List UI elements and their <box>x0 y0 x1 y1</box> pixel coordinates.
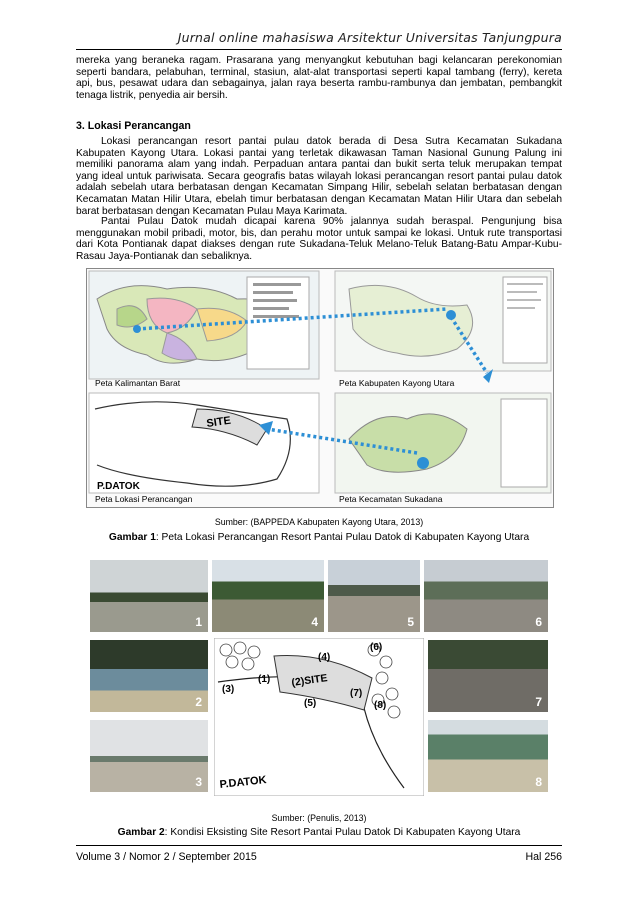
site-label: SITE <box>205 414 232 430</box>
site-label-1: (1) <box>258 674 271 685</box>
photo-3: 3 <box>90 720 208 792</box>
photo-1: 1 <box>90 560 208 632</box>
photo-4: 4 <box>212 560 324 632</box>
footer-rule <box>76 845 562 846</box>
marker-kayong <box>446 310 456 320</box>
journal-header: Jurnal online mahasiswa Arsitektur Universitas Tanjungpura <box>177 30 562 45</box>
section-title: 3. Lokasi Perancangan <box>76 120 191 132</box>
site-label-4: (4) <box>318 652 331 663</box>
photo-8: 8 <box>428 720 548 792</box>
kalbar-legend <box>247 277 309 369</box>
figure-2-site-sketch <box>214 638 424 796</box>
marker-sukadana <box>417 457 429 469</box>
photo-2: 2 <box>90 640 208 712</box>
label-kalbar: Peta Kalimantan Barat <box>95 378 181 388</box>
footer-page: Hal 256 <box>525 851 562 863</box>
figure-1-source: Sumber: (BAPPEDA Kabupaten Kayong Utara, 2013) <box>214 517 424 527</box>
label-sukadana: Peta Kecamatan Sukadana <box>339 494 443 504</box>
photo-6: 6 <box>424 560 548 632</box>
label-kayong: Peta Kabupaten Kayong Utara <box>339 378 455 388</box>
kayong-legend <box>503 277 547 363</box>
figure-2-source: Sumber: (Penulis, 2013) <box>271 813 367 823</box>
paragraph-intro: mereka yang beraneka ragam. Prasarana yang menyangkut kebutuhan bagi kelancaran perekonomian seperti bandara, pelabuhan, terminal, stasiun, alat-alat transportasi seperti kapal tambang (ferry), kereta api, bus, pesawat udara dan sebagainya, jalan raya beserta rambu-rambunya dan jembatan, pembangkit tenaga listrik, penyedia air bersih. <box>76 55 562 101</box>
marker-kalbar <box>133 325 141 333</box>
figure-1-maps <box>86 268 554 508</box>
figure-1-caption: Gambar 1: Peta Lokasi Perancangan Resort Pantai Pulau Datok di Kabupaten Kayong Utara <box>108 532 530 543</box>
site-label-6: (6) <box>370 642 383 653</box>
site-sketch-frame <box>89 393 319 493</box>
photo-5: 5 <box>328 560 420 632</box>
paragraph-location: Lokasi perancangan resort pantai pulau datok berada di Desa Sutra Kecamatan Sukadana Kabupaten Kayong Utara. Lokasi pantai yang terletak dikawasan Taman Nasional Gunung Palung ini memiliki panorama alam yang indah. Perpaduan antara pantai dan bukit serta teluk merupakan tempat yang ideal untuk pariwisata. Secara geografis batas wilayah lokasi perancangan resort pantai pulau datok adalah sebelah utara berbatasan dengan Kecamatan Simpang Hilir, sebelah selatan berbatasan dengan Kecamatan Matan Hilir Utara, ebelah timur berbatasan dengan Kecamatan Matan Hilir Utara dan sebelah barat berbatasan dengan Kecamatan Pulau Maya Karimata. <box>76 136 562 217</box>
header-rule <box>76 49 562 50</box>
label-lokasi: Peta Lokasi Perancangan <box>95 494 193 504</box>
site-label-7: (7) <box>350 688 363 699</box>
site-2-datok-label: P.DATOK <box>219 774 268 791</box>
photo-7: 7 <box>428 640 548 712</box>
sukadana-legend <box>501 399 547 487</box>
footer-volume: Volume 3 / Nomor 2 / September 2015 <box>76 851 257 863</box>
site-label-2: (2)SITE <box>290 672 329 689</box>
site-label-8: (8) <box>374 700 387 711</box>
site-label-5: (5) <box>304 698 317 709</box>
figure-1-graphic <box>87 269 553 507</box>
paragraph-access: Pantai Pulau Datok mudah dicapai karena 90% jalannya sudah beraspal. Pengunjung bisa menggunakan mobil pribadi, motor, bis, dan perahu motor untuk sampai ke lokasi. Untuk rute transportasi dari Kota Pontianak dapat diakses dengan rute Sukadana-Teluk Melano-Teluk Batang-Batu Ampar-Kubu-Rasau Jaya-Pontianak dan sebaliknya. <box>76 216 562 262</box>
figure-2-site-photos <box>86 556 552 802</box>
figure-2-caption: Gambar 2: Kondisi Eksisting Site Resort Pantai Pulau Datok Di Kabupaten Kayong Utara <box>117 827 521 838</box>
datok-label: P.DATOK <box>97 481 140 492</box>
site-label-3: (3) <box>222 684 235 695</box>
